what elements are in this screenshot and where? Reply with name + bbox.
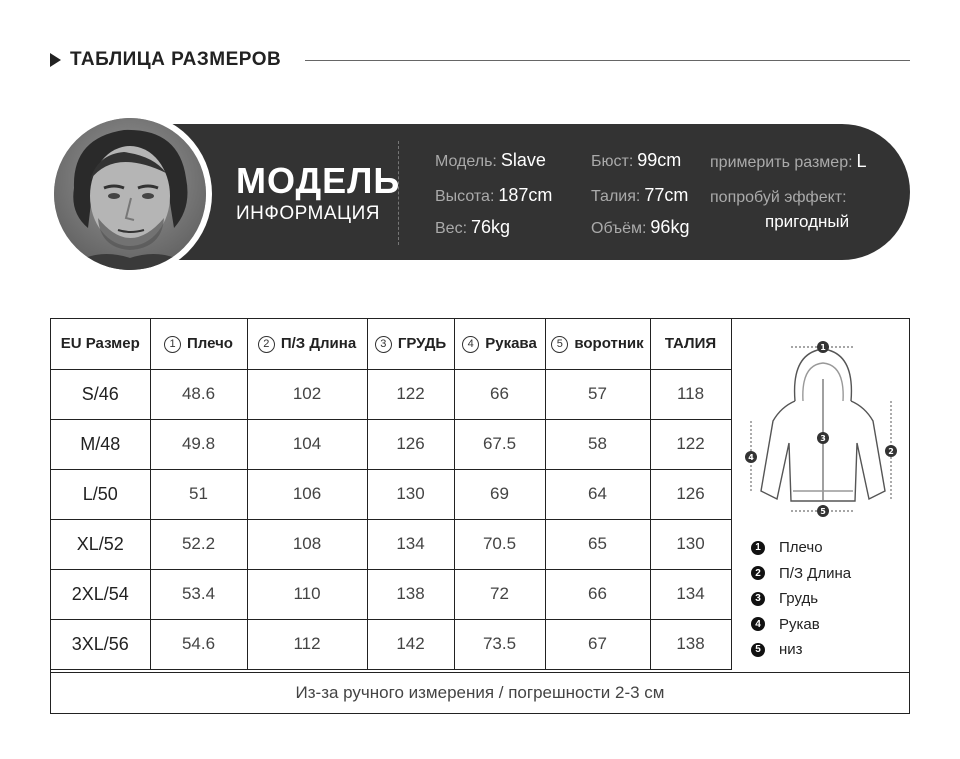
size-label-cell: M/48 xyxy=(51,419,150,469)
measurement-cell: 126 xyxy=(367,419,454,469)
size-label-cell: XL/52 xyxy=(51,519,150,569)
measurement-cell: 122 xyxy=(367,369,454,419)
diagram-marker-1 xyxy=(817,341,829,353)
measurement-cell: 130 xyxy=(367,469,454,519)
header-divider xyxy=(305,60,910,61)
circled-number-icon: 4 xyxy=(462,336,479,353)
filled-number-icon: 2 xyxy=(751,566,765,580)
legend-label: Грудь xyxy=(779,590,819,608)
legend-label: низ xyxy=(779,641,803,659)
size-label-cell: L/50 xyxy=(51,469,150,519)
try-effect-label: попробуй эффект: xyxy=(710,189,847,206)
measurement-cell: 110 xyxy=(247,569,367,619)
column-header-label: EU Размер xyxy=(60,335,140,353)
column-header xyxy=(650,319,731,369)
measurement-cell: 53.4 xyxy=(150,569,247,619)
svg-text:2: 2 xyxy=(888,447,894,456)
svg-text:3: 3 xyxy=(820,434,826,443)
model-height-field: Высота: 187cm xyxy=(435,185,553,205)
column-header xyxy=(367,319,454,369)
table-row xyxy=(51,619,731,669)
circled-number-icon: 1 xyxy=(164,336,181,353)
measurement-cell: 138 xyxy=(367,569,454,619)
measurement-cell: 122 xyxy=(650,419,731,469)
section-header xyxy=(50,48,910,72)
measurement-cell: 142 xyxy=(367,619,454,669)
circled-number-icon: 5 xyxy=(551,336,568,353)
measurement-cell: 48.6 xyxy=(150,369,247,419)
try-size-field: примерить размер: L xyxy=(710,151,867,171)
banner-separator xyxy=(398,141,399,245)
measurement-cell: 112 xyxy=(247,619,367,669)
diagram-marker-5 xyxy=(817,505,829,517)
measurement-cell: 72 xyxy=(454,569,545,619)
column-header-label: ТАЛИЯ xyxy=(664,335,717,353)
try-effect-value: пригодный xyxy=(765,212,850,231)
model-name-field: Модель: Slave xyxy=(435,150,546,170)
measurement-cell: 118 xyxy=(650,369,731,419)
model-waist-field: Талия: 77cm xyxy=(591,185,689,205)
column-header xyxy=(247,319,367,369)
measurement-cell: 66 xyxy=(545,569,650,619)
measurement-cell: 106 xyxy=(247,469,367,519)
svg-text:4: 4 xyxy=(748,453,754,462)
measurement-note: Из-за ручного измерения / погрешности 2-3 см xyxy=(51,672,909,713)
measurement-cell: 51 xyxy=(150,469,247,519)
svg-text:1: 1 xyxy=(820,343,826,352)
measurement-legend xyxy=(751,535,851,663)
circled-number-icon: 3 xyxy=(375,336,392,353)
diagram-marker-4 xyxy=(745,451,757,463)
column-header-label: ГРУДЬ xyxy=(397,334,447,352)
size-label-cell: 2XL/54 xyxy=(51,569,150,619)
table-row xyxy=(51,419,731,469)
size-chart xyxy=(50,318,910,714)
measurement-cell: 49.8 xyxy=(150,419,247,469)
table-row xyxy=(51,469,731,519)
section-title: ТАБЛИЦА РАЗМЕРОВ xyxy=(70,49,282,70)
measurement-cell: 58 xyxy=(545,419,650,469)
measurement-cell: 130 xyxy=(650,519,731,569)
measurement-cell: 66 xyxy=(454,369,545,419)
jacket-measurement-diagram xyxy=(741,331,901,521)
measurement-cell: 104 xyxy=(247,419,367,469)
circled-number-icon: 2 xyxy=(258,336,275,353)
diagram-marker-2 xyxy=(885,445,897,457)
triangle-arrow-icon xyxy=(50,53,61,67)
measurement-cell: 69 xyxy=(454,469,545,519)
svg-text:5: 5 xyxy=(820,507,826,516)
column-header xyxy=(150,319,247,369)
model-bust-field: Бюст: 99cm xyxy=(591,150,682,170)
measurement-cell: 57 xyxy=(545,369,650,419)
measurement-cell: 126 xyxy=(650,469,731,519)
column-header-label: П/З Длина xyxy=(280,334,357,352)
measurement-cell: 134 xyxy=(367,519,454,569)
model-volume-field: Объём: 96kg xyxy=(591,217,690,237)
legend-label: П/З Длина xyxy=(779,564,852,582)
measurement-cell: 134 xyxy=(650,569,731,619)
measurement-cell: 73.5 xyxy=(454,619,545,669)
legend-label: Плечо xyxy=(779,539,823,557)
filled-number-icon: 3 xyxy=(751,592,765,606)
size-label-cell: S/46 xyxy=(51,369,150,419)
column-header-label: Плечо xyxy=(187,334,233,352)
measurement-cell: 102 xyxy=(247,369,367,419)
measurement-cell: 64 xyxy=(545,469,650,519)
measurement-cell: 108 xyxy=(247,519,367,569)
model-title: МОДЕЛЬ xyxy=(236,160,401,201)
legend-item xyxy=(751,535,851,561)
model-weight-field: Вес: 76kg xyxy=(435,217,511,237)
measurement-cell: 138 xyxy=(650,619,731,669)
size-table xyxy=(51,319,732,670)
column-header xyxy=(545,319,650,369)
legend-item xyxy=(751,561,851,587)
table-row xyxy=(51,369,731,419)
table-row xyxy=(51,519,731,569)
table-row xyxy=(51,569,731,619)
filled-number-icon: 5 xyxy=(751,643,765,657)
legend-item xyxy=(751,612,851,638)
measurement-cell: 67 xyxy=(545,619,650,669)
measurement-cell: 67.5 xyxy=(454,419,545,469)
legend-item xyxy=(751,586,851,612)
table-header-row xyxy=(51,319,731,369)
filled-number-icon: 4 xyxy=(751,617,765,631)
model-avatar xyxy=(48,112,212,276)
measurement-cell: 70.5 xyxy=(454,519,545,569)
column-header-label: Рукава xyxy=(485,334,537,352)
column-header-label: воротник xyxy=(574,334,644,352)
measurement-cell: 65 xyxy=(545,519,650,569)
legend-item xyxy=(751,637,851,663)
column-header xyxy=(51,319,150,369)
filled-number-icon: 1 xyxy=(751,541,765,555)
measurement-cell: 52.2 xyxy=(150,519,247,569)
model-portrait-image xyxy=(54,118,206,270)
measurement-cell: 54.6 xyxy=(150,619,247,669)
diagram-marker-3 xyxy=(817,432,829,444)
legend-label: Рукав xyxy=(779,615,820,633)
column-header xyxy=(454,319,545,369)
size-label-cell: 3XL/56 xyxy=(51,619,150,669)
model-subtitle: ИНФОРМАЦИЯ xyxy=(236,203,380,224)
